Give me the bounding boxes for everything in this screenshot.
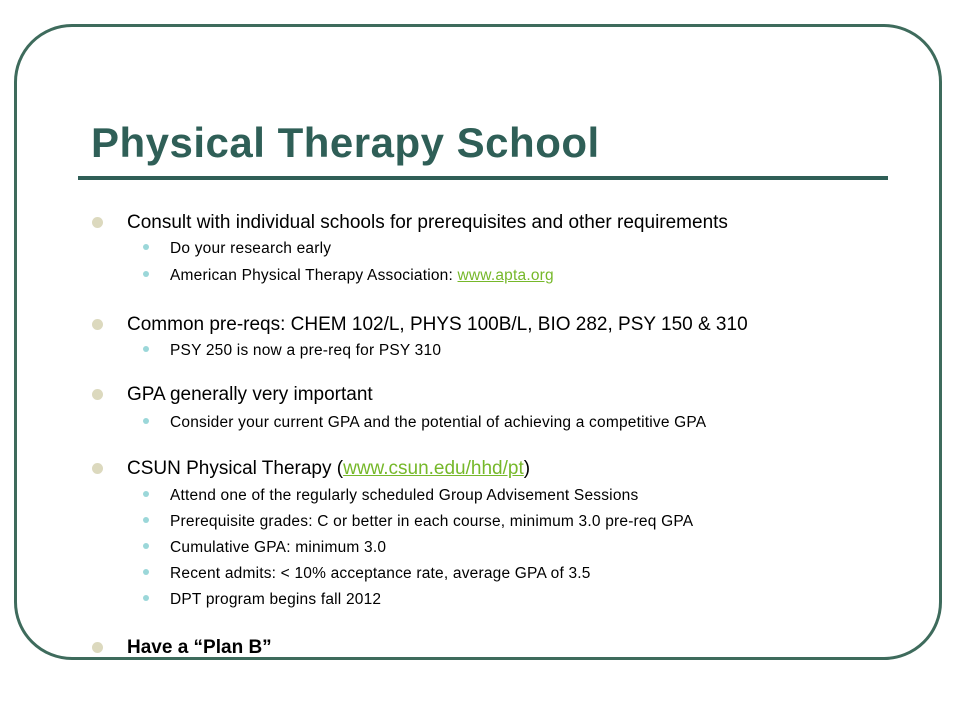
apta-link[interactable]: www.apta.org (457, 267, 554, 284)
bullet-consult-schools (127, 211, 728, 235)
sub-bullet-apta (170, 266, 554, 286)
bullet-text: Common pre-reqs: CHEM 102/L, PHYS 100B/L, BIO 282, PSY 150 & 310 (127, 314, 748, 335)
sub-bullet-dot-icon (143, 517, 149, 523)
sub-bullet-text: Attend one of the regularly scheduled Group Advisement Sessions (170, 487, 639, 504)
sub-bullet-dot-icon (143, 491, 149, 497)
sub-bullet-dot-icon (143, 595, 149, 601)
bullet-text: Consult with individual schools for prerequisites and other requirements (127, 212, 728, 233)
sub-bullet-dot-icon (143, 418, 149, 424)
bullet-dot-icon (92, 389, 103, 400)
bullet-dot-icon (92, 642, 103, 653)
sub-bullet-research-early (170, 239, 331, 259)
sub-bullet-recent-admits (170, 564, 591, 584)
sub-bullet-text: Cumulative GPA: minimum 3.0 (170, 539, 387, 556)
bullet-gpa-important (127, 383, 373, 407)
bullet-dot-icon (92, 463, 103, 474)
bullet-text: Have a “Plan B” (127, 637, 272, 658)
sub-bullet-text: Recent admits: < 10% acceptance rate, average GPA of 3.5 (170, 565, 591, 582)
sub-bullet-dot-icon (143, 271, 149, 277)
sub-bullet-text: Prerequisite grades: C or better in each course, minimum 3.0 pre-req GPA (170, 513, 694, 530)
sub-bullet-dpt-program (170, 590, 381, 610)
sub-bullet-text: Consider your current GPA and the potential of achieving a competitive GPA (170, 414, 707, 431)
sub-bullet-dot-icon (143, 244, 149, 250)
sub-bullet-advisement (170, 486, 638, 506)
bullet-dot-icon (92, 217, 103, 228)
sub-bullet-dot-icon (143, 569, 149, 575)
bullet-text-prefix: CSUN Physical Therapy ( (127, 458, 344, 479)
sub-bullet-dot-icon (143, 346, 149, 352)
sub-bullet-text: American Physical Therapy Association: (170, 267, 458, 284)
sub-bullet-dot-icon (143, 543, 149, 549)
sub-bullet-text: Do your research early (170, 240, 332, 257)
slide-title: Physical Therapy School (91, 119, 600, 166)
bullet-dot-icon (92, 319, 103, 330)
bullet-text-suffix: ) (523, 458, 531, 479)
sub-bullet-text: DPT program begins fall 2012 (170, 591, 382, 608)
csun-pt-link[interactable]: www.csun.edu/hhd/pt (343, 458, 524, 479)
bullet-plan-b (127, 636, 272, 660)
bullet-text: GPA generally very important (127, 384, 373, 405)
bullet-common-prereqs (127, 313, 748, 337)
title-underline (78, 176, 888, 180)
sub-bullet-consider-gpa (170, 413, 706, 433)
sub-bullet-text: PSY 250 is now a pre-req for PSY 310 (170, 342, 442, 359)
sub-bullet-prereq-grades (170, 512, 693, 532)
sub-bullet-psy250 (170, 341, 441, 361)
bullet-csun-pt (127, 457, 530, 481)
sub-bullet-cumulative-gpa (170, 538, 386, 558)
